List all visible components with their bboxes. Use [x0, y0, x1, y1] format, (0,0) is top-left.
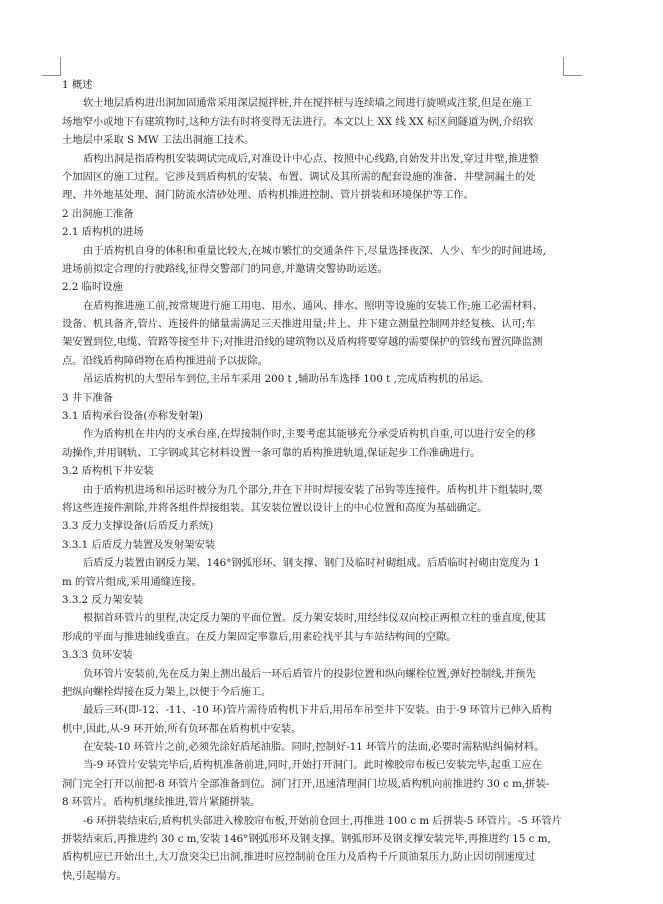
text-line: 场地窄小或地下有建筑物时,这种方法有时将变得无法进行。本文以上 XX 线 XX 标区间隧道为例,介绍软 — [62, 115, 534, 128]
text-line: 理、井外地基处理、洞门防流水清砂处理、盾构机推进控制、管片拼装和环境保护等工作。 — [62, 189, 474, 202]
text-line: 机中,因此,从-9 环开始,所有负环都在盾构机中安装。 — [62, 722, 302, 735]
text-line: 后盾反力装置由钢反力架、146°钢弧形环、钢支撑、钢门及临时衬砌组成。后盾临时衬砌由宽度为 1 — [83, 557, 540, 570]
text-line: m 的管片组成,采用通缝连接。 — [62, 575, 202, 588]
text-line: -6 环拼装结束后,盾构机头部进入橡胶帘布板,开始前仓回土,再推进 100 c m 后拼装-5 环管片。-5 环管片 — [83, 814, 562, 827]
section-heading: 1 概述 — [62, 79, 93, 91]
text-line: 拼装结束后,再推进约 30 c m,安装 146°钢弧形环及钢支撑。钢弧形环及钢支撑安装完毕,再推进约 15 c m, — [62, 833, 551, 846]
text-line: 负环管片安装前,先在反力架上测出最后一环后盾管片的投影位置和纵向螺栓位置,弹好控制线,并预先 — [83, 667, 536, 680]
text-line: 将这些连接件割除,并将各组件焊接组装。其安装位置以设计上的中心位置和高度为基础确定。 — [62, 501, 488, 514]
section-heading: 3.3.1 后盾反力装置及发射架安装 — [62, 538, 216, 551]
section-heading: 3 井下准备 — [62, 391, 114, 404]
text-line: 把纵向螺栓焊接在反力架上,以便于今后施工。 — [62, 685, 272, 698]
text-line: 进场前拟定合理的行驶路线,征得交警部门的同意,并邀请交警协助运送。 — [62, 262, 388, 275]
text-line: 软土地层盾构进出洞加固通常采用深层搅拌桩,并在搅拌桩与连续墙之间进行旋喷或注浆,但是在施工 — [83, 97, 533, 110]
text-line: 在安装-10 环管片之前,必须先涂好盾尾油脂。同时,控制好-11 环管片的法面,必要时需粘贴纠偏材料。 — [83, 741, 545, 754]
text-line: 架安置到位,电缆、管路等接至井下;对推进沿线的建筑物以及盾构将要穿越的需要保护的管线布置沉降监测 — [62, 336, 543, 349]
text-line: 盾构机应已开始出土,大刀盘突尖已出洞,推进时应控制前仓压力及盾构千斤顶油泵压力,防止因切削速度过 — [62, 851, 536, 864]
text-line: 8 环管片。盾构机继续推进,管片紧随拼装。 — [62, 796, 261, 809]
section-heading: 3.3 反力支撑设备(后盾反力系统) — [62, 520, 214, 533]
text-line: 根据首环管片的里程,决定反力架的平面位置。反力架安装时,用经纬仪双向校正两根立柱的垂直度,使其 — [83, 612, 546, 625]
text-line: 形成的平面与推进轴线垂直。在反力架固定率靠后,用素砼找平其与车站结构间的空隙。 — [62, 630, 457, 643]
text-line: 吊运盾构机的大型吊车到位,主吊车采用 200 t ,辅助吊车选择 100 t ,完成盾构机的吊运。 — [83, 373, 490, 386]
section-heading: 3.3.2 反力架安装 — [62, 593, 143, 606]
section-heading: 3.2 盾构机下井安装 — [62, 465, 154, 478]
text-line: 当-9 环管片安装完毕后,盾构机准备前进,同时,开始打开洞门。此时橡胶帘布板已安装完毕,起重工应在 — [83, 759, 542, 772]
document-body — [62, 76, 596, 885]
text-line: 由于盾构机自身的体积和重量比较大,在城市繁忙的交通条件下,尽量选择夜深、人少、车少的时间进场, — [83, 244, 546, 257]
page-corner-mark-top-left — [42, 57, 61, 76]
text-line: 点。沿线盾构障碍物在盾构推进前予以拔除。 — [62, 354, 268, 367]
section-heading: 2.1 盾构机的进场 — [62, 226, 144, 239]
text-line: 在盾构推进施工前,按常规进行施工用电、用水、通风、排水、照明等设施的安装工作;施工必需材料、 — [83, 299, 543, 312]
text-line: 土地层中采取 S MW 工法出洞施工技术。 — [62, 134, 255, 147]
section-heading: 2 出洞施工准备 — [62, 207, 134, 220]
text-line: 由于盾构机进场和吊运时被分为几个部分,并在下井时焊接安装了吊钩等连接件。盾构机井下组装时,要 — [83, 483, 543, 496]
text-line: 个加固区的施工过程。它涉及到盾构机的安装、布置、调试及其所需的配套设施的准备、井壁洞漏土的处 — [62, 170, 536, 183]
page-corner-mark-top-right — [563, 57, 582, 76]
text-line: 作为盾构机在井内的支承台座,在焊接制作时,主要考虑其能够充分承受盾构机自重,可以进行安全的移 — [83, 428, 536, 441]
section-heading: 3.3.3 负环安装 — [62, 649, 133, 662]
text-line: 洞门完全打开以前把-8 环管片全部准备到位。洞门打开,迅速清理洞门垃圾,盾构机向前推进约 30 c m,拼装- — [62, 777, 550, 790]
section-heading: 2.2 临时设施 — [62, 281, 123, 294]
section-heading: 3.1 盾构承台设备(亦称发射架) — [62, 410, 203, 423]
text-line: 设备、机具备齐,管片、连接件的储量需满足三天推进用量;井上、井下建立测量控制网并经复核、认可;车 — [62, 318, 536, 331]
text-line: 快,引起塌方。 — [62, 869, 128, 882]
text-line: 盾构出洞是指盾构机安装调试完成后,对准设计中心点、按照中心线路,自始发井出发,穿过井壁,推进整 — [83, 152, 539, 165]
text-line: 动操作,并用钢轨、工字钢或其它材料设置一条可靠的盾构推进轨道,保证起步工作准确进行。 — [62, 446, 481, 459]
text-line: 最后三环(即-12、-11、-10 环)管片需待盾构机下井后,用吊车吊至井下安装。由于-9 环管片已伸入盾构 — [83, 704, 552, 717]
